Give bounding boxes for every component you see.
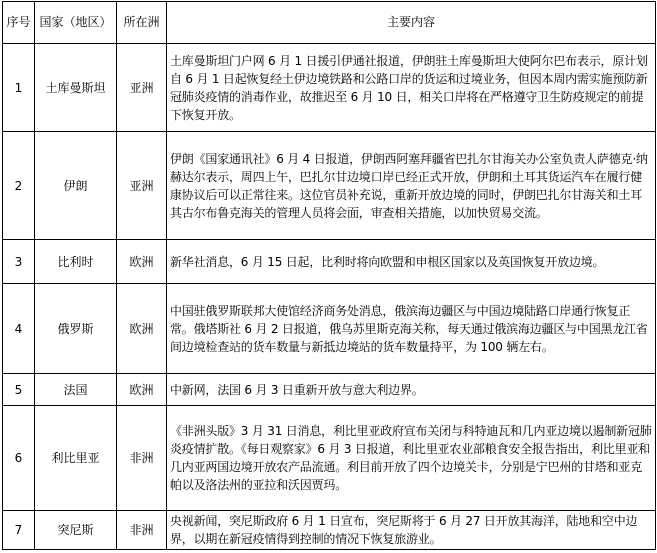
header-index: 序号 bbox=[3, 2, 35, 44]
header-country: 国家（地区） bbox=[35, 2, 117, 44]
table-row bbox=[3, 374, 656, 406]
table-row bbox=[3, 511, 656, 550]
border-reopening-table bbox=[2, 1, 656, 550]
cell-country: 利比里亚 bbox=[35, 406, 117, 511]
cell-continent: 欧洲 bbox=[117, 240, 167, 284]
cell-content: 《非洲头版》3 月 31 日消息，利比里亚政府宣布关闭与科特迪瓦和几内亚边境以遏制新冠肺炎疫情扩散。《每日观察家》6 月 3 日报道，利比里亚农业部粮食安全报告指出，利比里亚和几内亚两国边境开放农产品流通。利目前开放了四个边境关卡，分别是宁巴州的甘塔和亚克帕以及洛法州的亚拉和沃因贾玛。 bbox=[167, 406, 656, 511]
cell-content: 央视新闻，突尼斯政府 6 月 1 日宣布，突尼斯将于 6 月 27 日开放其海洋，陆地和空中边界，以期在新冠疫情得到控制的情况下恢复旅游业。 bbox=[167, 511, 656, 550]
cell-index: 1 bbox=[3, 44, 35, 132]
cell-country: 俄罗斯 bbox=[35, 284, 117, 374]
cell-content: 伊朗《国家通讯社》6 月 4 日报道，伊朗西阿塞拜疆省巴扎尔甘海关办公室负责人萨德克·纳赫达尔表示，周四上午，巴扎尔甘边境口岸已经正式开放，伊朗和土耳其货运汽车在履行健康协议后可以正常往来。这位官员补充说，重新开放边境的同时，伊朗巴扎尔甘海关和土耳其古尔布鲁克海关的管理人员将会面，审查相关措施，以加快贸易交流。 bbox=[167, 132, 656, 240]
cell-country: 伊朗 bbox=[35, 132, 117, 240]
header-continent: 所在洲 bbox=[117, 2, 167, 44]
table-row bbox=[3, 44, 656, 132]
cell-continent: 非洲 bbox=[117, 406, 167, 511]
cell-continent: 欧洲 bbox=[117, 374, 167, 406]
cell-continent: 亚洲 bbox=[117, 132, 167, 240]
cell-country: 法国 bbox=[35, 374, 117, 406]
cell-index: 3 bbox=[3, 240, 35, 284]
cell-country: 土库曼斯坦 bbox=[35, 44, 117, 132]
table-row bbox=[3, 132, 656, 240]
table-header-row bbox=[3, 2, 656, 44]
cell-continent: 非洲 bbox=[117, 511, 167, 550]
cell-content: 中新网，法国 6 月 3 日重新开放与意大利边界。 bbox=[167, 374, 656, 406]
header-content: 主要内容 bbox=[167, 2, 656, 44]
cell-index: 4 bbox=[3, 284, 35, 374]
cell-index: 5 bbox=[3, 374, 35, 406]
table-row bbox=[3, 406, 656, 511]
cell-country: 比利时 bbox=[35, 240, 117, 284]
table-row bbox=[3, 240, 656, 284]
cell-content: 土库曼斯坦门户网 6 月 1 日援引伊通社报道，伊朗驻土库曼斯坦大使阿尔巴布表示，原计划自 6 月 1 日起恢复经土伊边境铁路和公路口岸的货运和过境业务，但因本周内需实施预防新冠肺炎疫情的消毒作业，故推迟至 6 月 10 日，相关口岸将在严格遵守卫生防疫规定的前提下恢复开放。 bbox=[167, 44, 656, 132]
cell-continent: 欧洲 bbox=[117, 284, 167, 374]
table-row bbox=[3, 284, 656, 374]
cell-country: 突尼斯 bbox=[35, 511, 117, 550]
cell-content: 中国驻俄罗斯联邦大使馆经济商务处消息，俄滨海边疆区与中国边境陆路口岸通行恢复正常。俄塔斯社 6 月 2 日报道，俄乌苏里斯克海关称，每天通过俄滨海边疆区与中国黑龙江省间边境检查站的货车数量与新抵边境站的货车数量持平，为 100 辆左右。 bbox=[167, 284, 656, 374]
cell-continent: 亚洲 bbox=[117, 44, 167, 132]
cell-index: 2 bbox=[3, 132, 35, 240]
cell-content: 新华社消息，6 月 15 日起，比利时将向欧盟和申根区国家以及英国恢复开放边境。 bbox=[167, 240, 656, 284]
cell-index: 7 bbox=[3, 511, 35, 550]
cell-index: 6 bbox=[3, 406, 35, 511]
